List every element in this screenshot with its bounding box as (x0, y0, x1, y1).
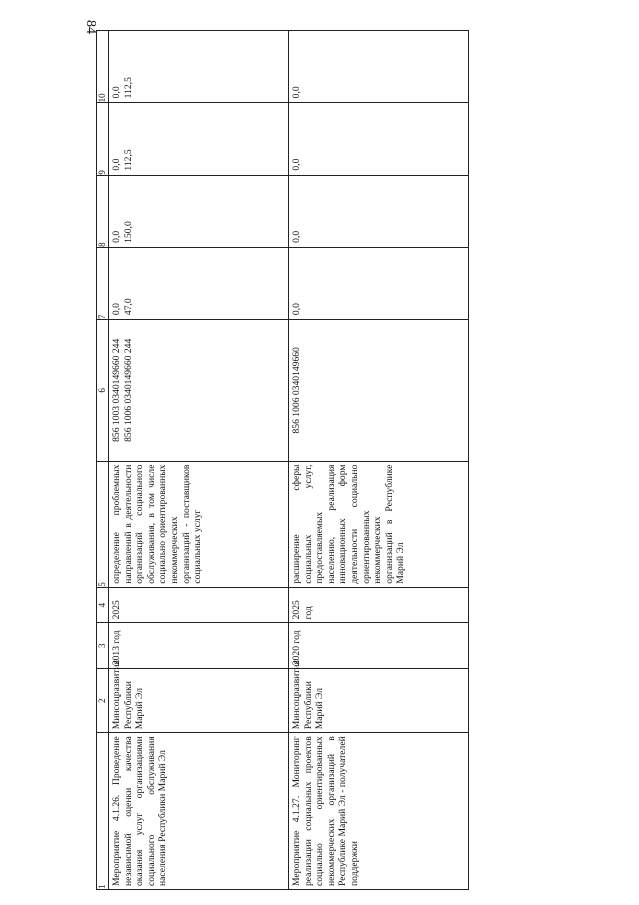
end-cell: 2025 (109, 587, 289, 623)
end-cell: 2025 год (289, 587, 469, 623)
result-cell: определение проблемных направлений в деятельности организаций социального обслуживания, в том числе социально ориентированных некоммерческих организаций - поставщиков социальных услуг (109, 461, 289, 587)
kbk-cell (289, 320, 469, 461)
col-header-5: 5 (97, 461, 109, 587)
activities-table (96, 30, 469, 890)
rotated-table-sheet (96, 30, 616, 890)
value-cell-8: 0,0 150,0 (109, 175, 289, 247)
table-row (109, 31, 289, 890)
start-cell: 2020 год (289, 623, 469, 669)
col-header-1: 1 (97, 733, 109, 890)
value-cell-9: 0,0 112,5 (109, 103, 289, 175)
col-header-3: 3 (97, 623, 109, 669)
kbk-line: 856 1006 0340149660 (291, 347, 302, 434)
kbk-line: 856 1003 0340149660 244 (111, 338, 122, 442)
start-cell: 2013 год (109, 623, 289, 669)
value-cell-8: 0,0 (289, 175, 469, 247)
value-cell-10: 0,0 112,5 (109, 31, 289, 103)
executor-cell: Минсоцразвития Республики Марий Эл (289, 669, 469, 733)
table-row (289, 31, 469, 890)
value-cell-7: 0,0 (289, 247, 469, 319)
value-cell-7: 0,0 47,0 (109, 247, 289, 319)
col-header-7: 7 (97, 247, 109, 319)
col-header-2: 2 (97, 669, 109, 733)
value-cell-10: 0,0 (289, 31, 469, 103)
col-header-4: 4 (97, 587, 109, 623)
col-header-10: 10 (97, 31, 109, 103)
kbk-line: 856 1006 0340149660 244 (122, 338, 134, 442)
measure-cell: Мероприятие 4.1.26. Проведение независимой оценки качества оказания услуг организациями социального обслуживания населения Республики Марий Эл (109, 733, 289, 890)
col-header-9: 9 (97, 103, 109, 175)
executor-cell: Минсоцразвития Республики Марий Эл (109, 669, 289, 733)
result-cell: расширение сферы социальных услуг, предоставляемых населению, реализация инновационных форм деятельности социально ориентированных некоммерческих организаций в Республике Марий Эл (289, 461, 469, 587)
kbk-cell (109, 320, 289, 461)
col-header-8: 8 (97, 175, 109, 247)
col-header-6: 6 (97, 320, 109, 461)
column-number-row (97, 31, 109, 890)
page-number: 84 (83, 20, 98, 34)
value-cell-9: 0,0 (289, 103, 469, 175)
measure-cell: Мероприятие 4.1.27. Мониторинг реализации социальных проектов социально ориентированных некоммерческих организаций в Республике Марий Эл - получателей поддержки (289, 733, 469, 890)
